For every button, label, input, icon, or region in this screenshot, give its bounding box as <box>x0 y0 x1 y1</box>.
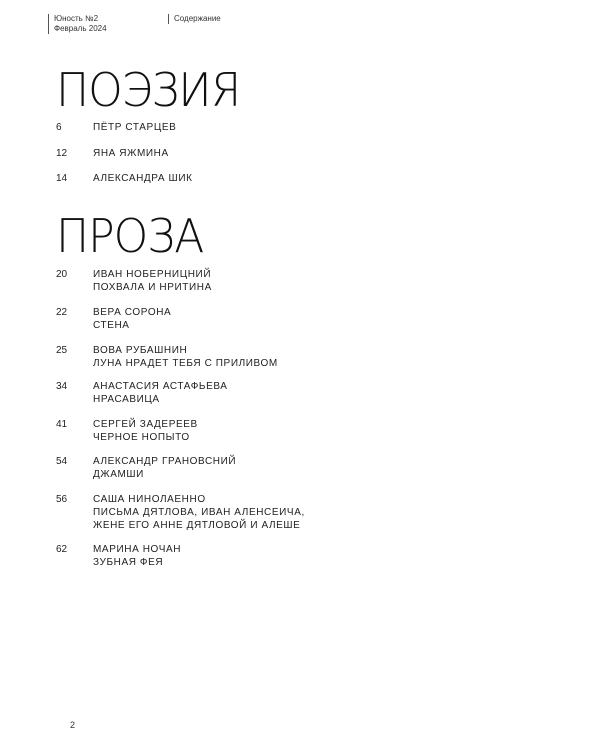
toc-entry-text <box>93 268 212 294</box>
toc-page-number: 62 <box>56 544 68 555</box>
toc-work-title: ЧЕРНОЕ НОПЫТО <box>93 432 190 443</box>
toc-entry-text <box>93 543 181 569</box>
toc-entry-text <box>93 344 278 370</box>
toc-author: САША НИНОЛАЕННО <box>93 494 206 505</box>
toc-page-number: 25 <box>56 345 68 356</box>
page-header <box>0 14 600 38</box>
toc-entry-text <box>93 493 305 532</box>
toc-author: ЯНА ЯЖМИНА <box>93 148 169 159</box>
toc-entry-text <box>93 147 169 160</box>
toc-author: АНАСТАСИЯ АСТАФЬЕВА <box>93 381 228 392</box>
toc-author: АЛЕКСАНДР ГРАНОВСНИЙ <box>93 456 237 467</box>
toc-entry-text <box>93 306 171 332</box>
toc-author: ВЕРА СОРОНА <box>93 307 172 318</box>
toc-page-number: 41 <box>56 419 68 430</box>
magazine-name: Юность №2 <box>54 14 99 23</box>
toc-work-title: ПИСЬМА ДЯТЛОВА, ИВАН АЛЕНСЕИЧА, <box>93 507 305 518</box>
issue-date: Февраль 2024 <box>54 24 107 33</box>
toc-author: СЕРГЕЙ ЗАДЕРЕЕВ <box>93 419 198 430</box>
toc-page-number: 54 <box>56 456 68 467</box>
poetry-section-title: ПОЭЗИЯ <box>56 63 241 118</box>
toc-page-number: 56 <box>56 494 68 505</box>
toc-author: ПЁТР СТАРЦЕВ <box>93 122 177 133</box>
prose-section-title: ПРОЗА <box>56 209 204 264</box>
toc-entry-text <box>93 380 228 406</box>
toc-page-number: 12 <box>56 148 68 159</box>
toc-work-title: ЛУНА НРАДЕТ ТЕБЯ С ПРИЛИВОМ <box>93 358 278 369</box>
toc-page-number: 34 <box>56 381 68 392</box>
section-label: Содержание <box>174 14 221 23</box>
toc-page-number: 6 <box>56 122 62 133</box>
toc-work-title: ДЖАМШИ <box>93 469 144 480</box>
magazine-info <box>48 14 107 34</box>
section-label-block <box>168 14 221 24</box>
toc-work-title: НРАСАВИЦА <box>93 394 160 405</box>
toc-entry-text <box>93 455 236 481</box>
toc-author: ВОВА РУБАШНИН <box>93 345 188 356</box>
toc-author: АЛЕКСАНДРА ШИК <box>93 173 193 184</box>
page-number: 2 <box>70 720 76 730</box>
toc-work-title: ЗУБНАЯ ФЕЯ <box>93 557 164 568</box>
toc-page-number: 22 <box>56 307 68 318</box>
toc-author: ИВАН НОБЕРНИЦНИЙ <box>93 269 212 280</box>
toc-author: МАРИНА НОЧАН <box>93 544 182 555</box>
toc-work-title: ПОХВАЛА И НРИТИНА <box>93 282 212 293</box>
toc-work-title: СТЕНА <box>93 320 130 331</box>
toc-entry-text <box>93 418 198 444</box>
toc-page-number: 14 <box>56 173 68 184</box>
toc-entry-text <box>93 172 193 185</box>
toc-page-number: 20 <box>56 269 68 280</box>
toc-work-title-cont: ЖЕНЕ ЕГО АННЕ ДЯТЛОВОЙ И АЛЕШЕ <box>93 520 301 531</box>
toc-entry-text <box>93 121 176 134</box>
